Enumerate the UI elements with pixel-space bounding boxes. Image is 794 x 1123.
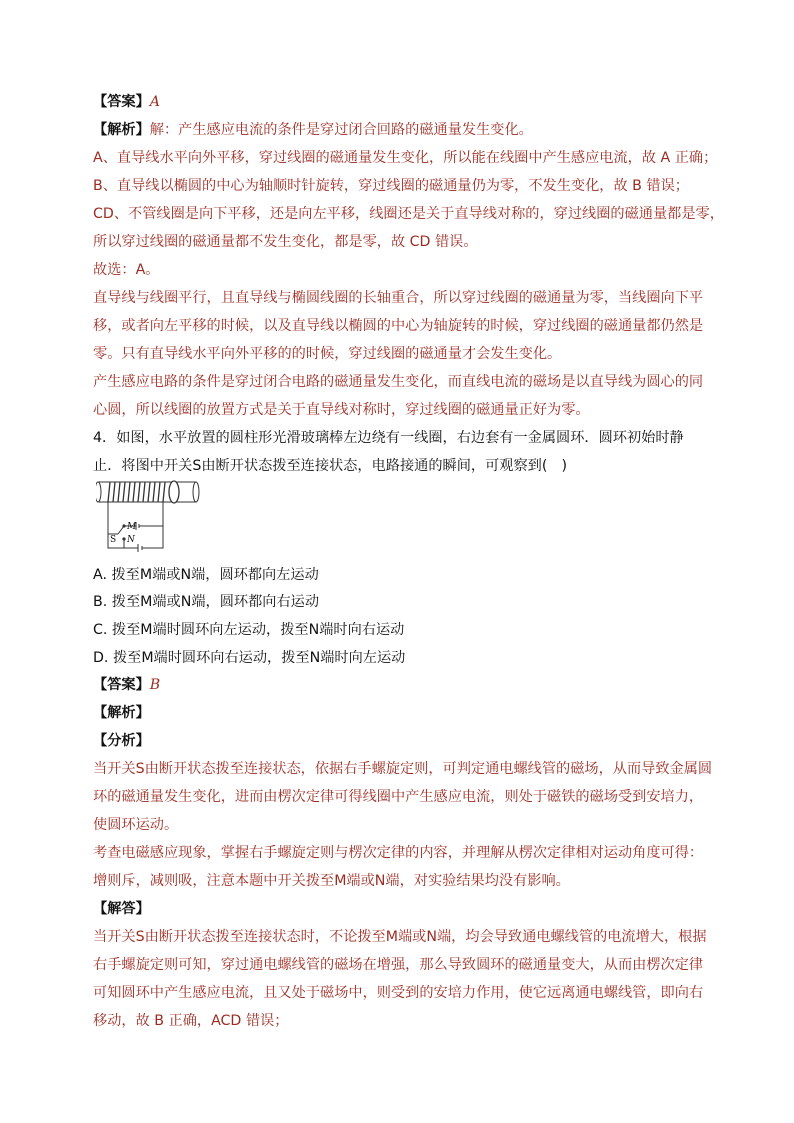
q4-option-d: D. 拨至M端时圆环向右运动，拨至N端时向左运动	[93, 650, 406, 666]
q4-analysis-label: 【解析】	[93, 705, 150, 721]
q4-fenxi-4: 考查电磁感应现象，掌握右手螺旋定则与楞次定律的内容，并理解从楞次定律相对运动角度可得：	[93, 845, 704, 861]
q4-jieda-3: 可知圆环中产生感应电流，且又处于磁场中，则受到的安培力作用，使它远离通电螺线管，即向右	[93, 985, 704, 1001]
contact-m	[122, 524, 125, 527]
q4-fenxi-2: 环的磁通量发生变化，进而由楞次定律可得线圈中产生感应电流，则处于磁铁的磁场受到安培力，	[93, 789, 704, 805]
q4-answer-line	[93, 675, 160, 695]
rod-left-end	[96, 482, 101, 502]
q3-summary-2: 移，或者向左平移的时候，以及直导线以椭圆的中心为轴旋转的时候，穿过线圈的磁通量都仍然是	[93, 318, 704, 334]
q3-choice: 故选：A。	[93, 262, 160, 278]
q3-analysis-label: 【解析】	[93, 122, 150, 138]
q4-option-a: A. 拨至M端或N端，圆环都向左运动	[93, 567, 319, 583]
q4-answer-value: B	[149, 677, 161, 693]
q4-stem-1: 4．如图，水平放置的圆柱形光滑玻璃棒左边绕有一线圈，右边套有一金属圆环．圆环初始时静	[93, 430, 684, 446]
q3-summary-5: 心圆，所以线圈的放置方式是关于直导线对称时，穿过线圈的磁通量正好为零。	[93, 402, 590, 418]
q3-line-cd-cont: 所以穿过线圈的磁通量都不发生变化，都是零，故 CD 错误。	[93, 234, 478, 250]
q4-jieda-2: 右手螺旋定则可知，穿过通电螺线管的磁场在增强，那么导致圆环的磁通量变大，从而由楞次定律	[93, 957, 704, 973]
label-m: M	[127, 522, 137, 532]
q3-analysis-intro: 解：产生感应电流的条件是穿过闭合回路的磁通量发生变化。	[149, 122, 533, 138]
q4-fenxi-1: 当开关S由断开状态拨至连接状态，依据右手螺旋定则，可判定通电螺线管的磁场，从而导致金属圆	[93, 761, 713, 777]
q3-answer-line	[93, 92, 160, 112]
q3-line-cd: CD、不管线圈是向下平移，还是向左平移，线圈还是关于直导线对称的，穿过线圈的磁通量都是零，	[93, 206, 724, 222]
q3-line-b: B、直导线以椭圆的中心为轴顺时针旋转，穿过线圈的磁通量仍为零，不发生变化，故 B 错误；	[93, 178, 689, 194]
q4-option-b: B. 拨至M端或N端，圆环都向右运动	[93, 594, 320, 610]
q3-summary-3: 零。只有直导线水平向外平移的的时候，穿过线圈的磁通量才会发生变化。	[93, 346, 562, 362]
metal-ring	[169, 481, 179, 503]
q3-answer-label: 【答案】	[93, 94, 150, 110]
label-n: N	[127, 535, 135, 545]
q4-jieda-4: 移动，故 B 正确，ACD 错误；	[93, 1013, 289, 1029]
q3-summary-4: 产生感应电路的条件是穿过闭合电路的磁通量发生变化，而直线电流的磁场是以直导线为圆心的同	[93, 374, 704, 390]
q4-fenxi-5: 增则斥，减则吸，注意本题中开关拨至M端或N端，对实验结果均没有影响。	[93, 873, 570, 889]
q4-stem-2: 止．将图中开关S由断开状态拨至连接状态，电路接通的瞬间，可观察到( )	[93, 458, 568, 474]
q3-analysis-line	[93, 120, 533, 140]
q4-fenxi-3: 使圆环运动。	[93, 817, 179, 833]
q3-line-a: A、直导线水平向外平移，穿过线圈的磁通量发生变化，所以能在线圈中产生感应电流，故 A 正确；	[93, 150, 718, 166]
label-s: S	[110, 535, 117, 545]
q3-answer-value: A	[149, 94, 161, 110]
q4-fenxi-label: 【分析】	[93, 733, 150, 749]
q4-jieda-1: 当开关S由断开状态拨至连接状态时，不论拨至M端或N端，均会导致通电螺线管的电流增大，根据	[93, 929, 707, 945]
q3-summary-1: 直导线与线圈平行，且直导线与椭圆线圈的长轴重合，所以穿过线圈的磁通量为零，当线圈向下平	[93, 290, 704, 306]
rod-right-end	[193, 482, 199, 502]
q4-option-c: C. 拨至M端时圆环向左运动，拨至N端时向右运动	[93, 622, 405, 638]
q4-jieda-label: 【解答】	[93, 901, 150, 917]
solenoid-circuit-figure	[96, 476, 206, 552]
q4-answer-label: 【答案】	[93, 677, 150, 693]
